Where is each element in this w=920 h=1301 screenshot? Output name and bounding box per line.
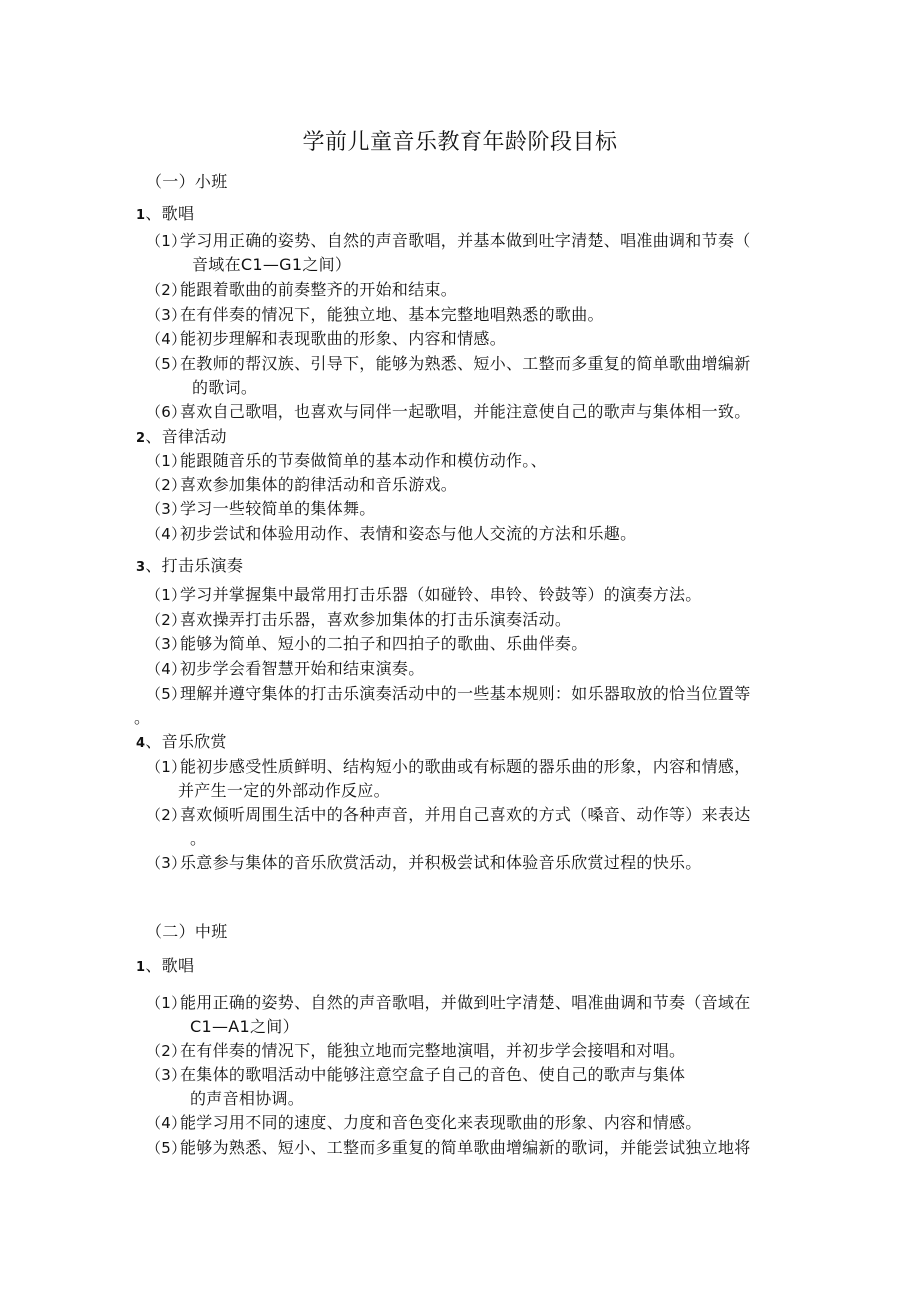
item-text: 在有伴奏的情况下，能独立地而完整地演唱，并初步学会接唱和对唱。 xyxy=(180,1041,686,1060)
list-item xyxy=(146,1137,751,1159)
group-number: 3 xyxy=(136,560,146,575)
item-label: （2） xyxy=(146,281,187,299)
item-text: 能跟随音乐的节奏做简单的基本动作和模仿动作。、 xyxy=(180,451,547,470)
item-label: （4） xyxy=(146,525,187,543)
item-label: （1） xyxy=(146,758,187,776)
item-continuation: 的声音相协调。 xyxy=(190,1089,305,1108)
item-label: （3） xyxy=(146,500,187,518)
item-label: （1） xyxy=(146,586,187,604)
item-text: 乐意参与集体的音乐欣赏活动，并积极尝试和体验音乐欣赏过程的快乐。 xyxy=(180,853,702,872)
group-heading-singing xyxy=(136,203,194,227)
item-label: （2） xyxy=(146,476,187,494)
list-item xyxy=(146,1112,702,1134)
list-item xyxy=(146,279,457,301)
item-text: 学习用正确的姿势、自然的声音歌唱，并基本做到吐字清楚、唱准曲调和节奏（ xyxy=(180,231,751,250)
list-item xyxy=(146,683,751,705)
item-text: 能初步感受性质鲜明、结构短小的歌曲或有标题的器乐曲的形象，内容和情感， xyxy=(180,757,751,776)
group-name: 、歌唱 xyxy=(145,204,195,223)
item-continuation: 并产生一定的外部动作反应。 xyxy=(178,781,390,800)
item-label: （3） xyxy=(146,854,187,872)
item-label: （2） xyxy=(146,806,187,824)
list-item xyxy=(146,756,751,778)
item-continuation: 的歌词。 xyxy=(192,378,258,397)
item-label: （3） xyxy=(146,306,187,324)
item-trailing-period: 。 xyxy=(134,708,151,727)
item-text: 学习一些较简单的集体舞。 xyxy=(180,499,376,518)
item-label: （5） xyxy=(146,1139,187,1157)
list-item xyxy=(146,328,506,350)
group-heading-appreciation xyxy=(136,731,227,755)
item-text: 能够为熟悉、短小、工整而多重复的简单歌曲增编新的歌词，并能尝试独立地将 xyxy=(180,1138,751,1157)
item-text: 能够为简单、短小的二拍子和四拍子的歌曲、乐曲伴奏。 xyxy=(180,634,588,653)
list-item xyxy=(146,474,457,496)
section-heading-small-class: （一）小班 xyxy=(146,172,228,191)
group-heading-singing xyxy=(136,955,194,979)
item-label: （3） xyxy=(146,635,187,653)
group-number: 1 xyxy=(136,960,146,975)
list-item xyxy=(146,633,588,655)
item-text: 能初步理解和表现歌曲的形象、内容和情感。 xyxy=(180,329,507,348)
item-label: （4） xyxy=(146,1114,187,1132)
group-number: 4 xyxy=(136,736,146,751)
item-label: （3） xyxy=(146,1066,187,1084)
item-label: （1） xyxy=(146,994,187,1012)
list-item xyxy=(146,584,702,606)
item-label: （4） xyxy=(146,330,187,348)
item-label: （5） xyxy=(146,685,187,703)
item-text: 喜欢自己歌唱，也喜欢与同伴一起歌唱，并能注意使自己的歌声与集体相一致。 xyxy=(180,402,751,421)
list-item xyxy=(146,304,604,326)
list-item xyxy=(146,450,547,472)
list-item xyxy=(146,1064,685,1086)
item-label: （1） xyxy=(146,232,187,250)
item-label: （6） xyxy=(146,403,187,421)
item-label: （2） xyxy=(146,1042,187,1060)
item-text: 初步学会看智慧开始和结束演奏。 xyxy=(180,659,425,678)
group-heading-rhythm xyxy=(136,426,227,450)
item-text: 喜欢操弄打击乐器，喜欢参加集体的打击乐演奏活动。 xyxy=(180,610,572,629)
item-text: 在集体的歌唱活动中能够注意空盒子自己的音色、使自己的歌声与集体 xyxy=(180,1065,686,1084)
list-item xyxy=(146,852,702,874)
list-item xyxy=(146,804,751,826)
item-text: 初步尝试和体验用动作、表情和姿态与他人交流的方法和乐趣。 xyxy=(180,524,637,543)
section-heading-middle-class: （二）中班 xyxy=(146,922,228,941)
document-title: 学前儿童音乐教育年龄阶段目标 xyxy=(302,130,618,155)
item-text: 理解并遵守集体的打击乐演奏活动中的一些基本规则：如乐器取放的恰当位置等 xyxy=(180,684,751,703)
item-label: （2） xyxy=(146,611,187,629)
item-label: （4） xyxy=(146,660,187,678)
item-text: 在教师的帮汉族、引导下，能够为熟悉、短小、工整而多重复的简单歌曲增编新 xyxy=(180,354,751,373)
list-item xyxy=(146,609,571,631)
list-item xyxy=(146,401,751,423)
item-continuation: 。 xyxy=(190,829,207,848)
group-name: 、音乐欣赏 xyxy=(145,732,227,751)
group-number: 2 xyxy=(136,431,146,446)
item-label: （1） xyxy=(146,452,187,470)
list-item xyxy=(146,230,751,252)
item-text: 喜欢倾听周围生活中的各种声音，并用自己喜欢的方式（嗓音、动作等）来表达 xyxy=(180,805,751,824)
item-text: 在有伴奏的情况下，能独立地、基本完整地唱熟悉的歌曲。 xyxy=(180,305,604,324)
item-text: 学习并掌握集中最常用打击乐器（如碰铃、串铃、铃鼓等）的演奏方法。 xyxy=(180,585,702,604)
list-item xyxy=(146,992,751,1014)
item-text: 能用正确的姿势、自然的声音歌唱，并做到吐字清楚、唱准曲调和节奏（音域在 xyxy=(180,993,751,1012)
group-name: 、音律活动 xyxy=(145,427,227,446)
group-name: 、打击乐演奏 xyxy=(145,556,244,575)
list-item xyxy=(146,498,376,520)
item-text: 能学习用不同的速度、力度和音色变化来表现歌曲的形象、内容和情感。 xyxy=(180,1113,702,1132)
item-label: （5） xyxy=(146,355,187,373)
group-name: 、歌唱 xyxy=(145,956,195,975)
group-heading-percussion xyxy=(136,555,243,579)
list-item xyxy=(146,1040,685,1062)
list-item xyxy=(146,523,636,545)
list-item xyxy=(146,658,425,680)
item-text: 喜欢参加集体的韵律活动和音乐游戏。 xyxy=(180,475,458,494)
item-text: 能跟着歌曲的前奏整齐的开始和结束。 xyxy=(180,280,458,299)
list-item xyxy=(146,353,751,375)
item-continuation: 音域在C1—G1之间） xyxy=(192,255,352,274)
group-number: 1 xyxy=(136,208,146,223)
item-continuation: C1—A1之间） xyxy=(190,1017,299,1036)
